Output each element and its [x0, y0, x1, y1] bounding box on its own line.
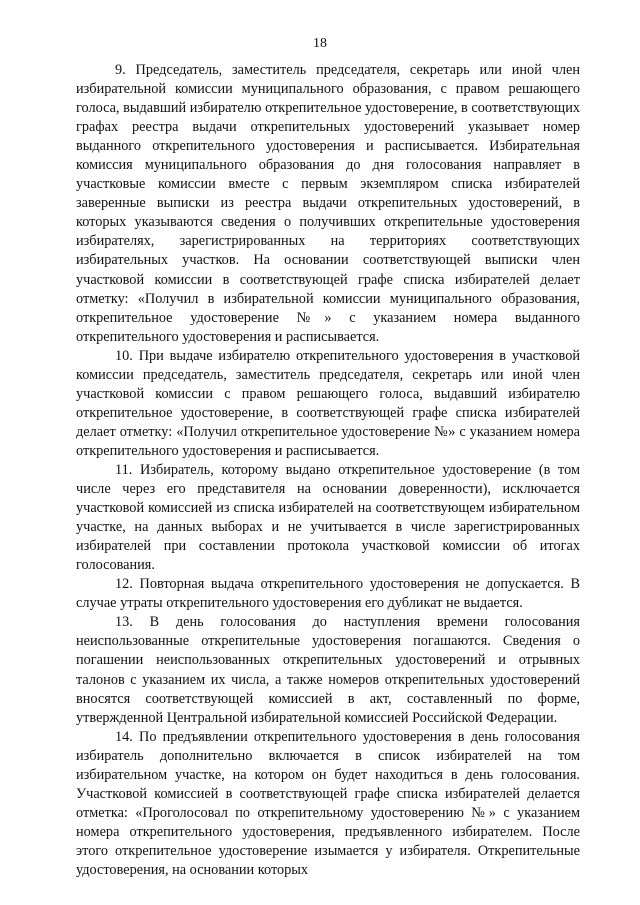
paragraph-10: 10. При выдаче избирателю открепительного удостоверения в участковой комиссии председатель, заместитель председателя, секретарь или иной член участковой комиссии с правом решающего голоса, выдавший избирателю открепительное удостоверение, в соответствующей графе списка избирателей делает отметку: «Получил открепительное удостоверение №» с указанием номера открепительного удостоверения и расписывается. — [76, 347, 580, 459]
page-number: 18 — [313, 36, 327, 51]
paragraph-12: 12. Повторная выдача открепительного удостоверения не допускается. В случае утраты открепительного удостоверения его дубликат не выдается. — [76, 576, 580, 612]
paragraph-13: 13. В день голосования до наступления времени голосования неиспользованные открепительные удостоверения погашаются. Сведения о погашении неиспользованных открепительных удостоверений и отрывных талонов с указанием их числа, а также номеров открепительных удостоверений вносятся соответствующей комиссией в акт, составленный по форме, утвержденной Центральной избирательной комиссией Российской Федерации. — [76, 614, 580, 726]
paragraph-9: 9. Председатель, заместитель председателя, секретарь или иной член избирательной комиссии муниципального образования, с правом решающего голоса, выдавший избирателю открепительное удостоверение, в соответствующих графах реестра выдачи открепительных удостоверений указывает номер выданного открепительного удостоверения и расписывается. Избирательная комиссия муниципального образования до дня голосования направляет в участковые комиссии вместе с первым экземпляром списка избирателей заверенные выписки из реестра выдачи открепительных удостоверений, в которых указываются сведения о получивших открепительные удостоверения избирателях, зарегистрированных на территориях соответствующих избирательных участков. На основании соответствующей выписки член участковой комиссии в соответствующей графе списка избирателей делает отметку: «Получил в избирательной комиссии муниципального образования, открепительное удостоверение №» с указанием номера выданного открепительного удостоверения и расписывается. — [76, 62, 580, 345]
paragraph-14: 14. По предъявлении открепительного удостоверения в день голосования избиратель дополнительно включается в список избирателей на том избирательном участке, на котором он будет находиться в день голосования. Участковой комиссией в соответствующей графе списка избирателей делается отметка: «Проголосовал по открепительному удостоверению №» с указанием номера открепительного удостоверения, предъявленного избирателем. После этого открепительное удостоверение изымается у избирателя. Открепительные удостоверения, на основании которых — [76, 728, 580, 878]
paragraph-11: 11. Избиратель, которому выдано открепительное удостоверение (в том числе через его представителя на основании доверенности), исключается участковой комиссией из списка избирателей на соответствующем избирательном участке, на данных выборах и не учитывается в числе зарегистрированных избирателей при составлении протокола участковой комиссии об итогах голосования. — [76, 461, 580, 574]
document-body — [76, 61, 580, 880]
